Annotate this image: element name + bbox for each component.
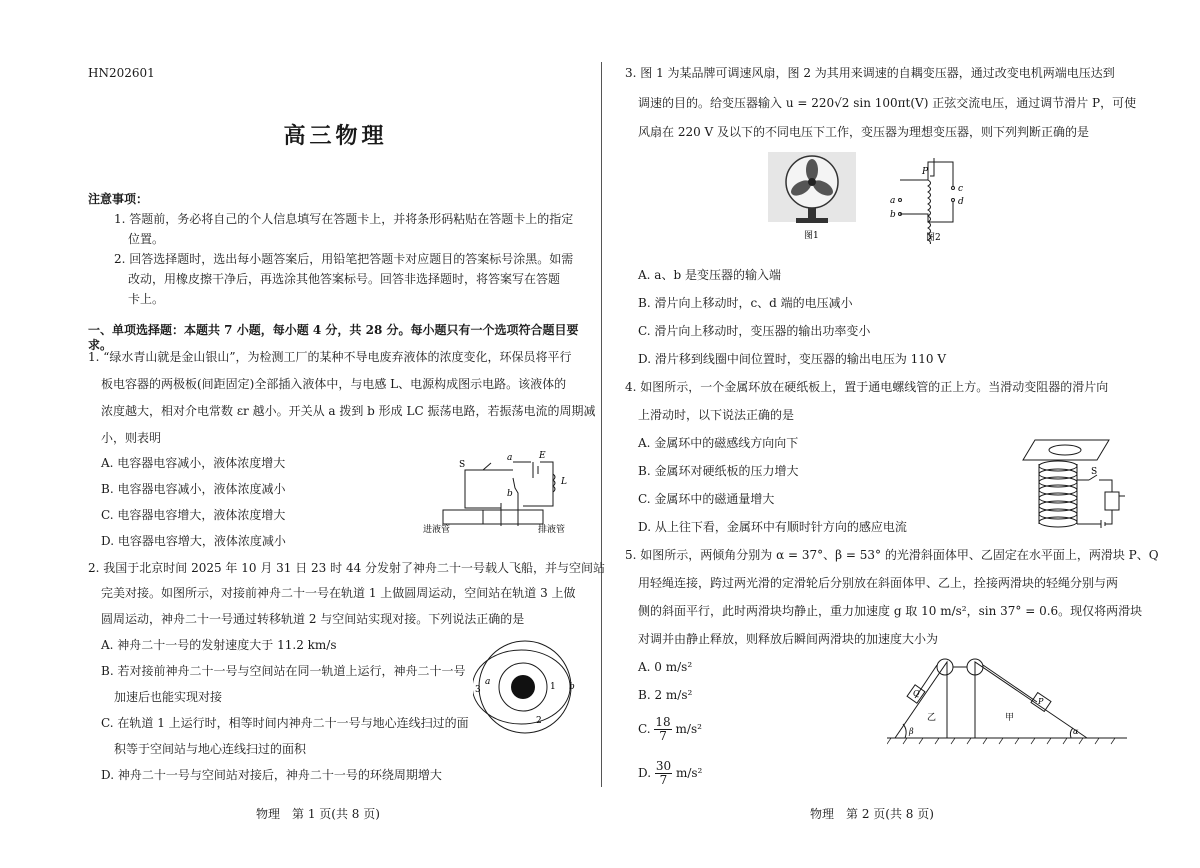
fig-label: 甲 xyxy=(1005,713,1015,723)
fig-label: E xyxy=(539,451,546,461)
notice-line: 2. 回答选择题时，选出每小题答案后，用铅笔把答题卡对应题目的答案标号涂黑。如需 xyxy=(114,252,574,266)
fig-label: L xyxy=(561,477,567,487)
q4-option-c[interactable]: C. 金属环中的磁通量增大 xyxy=(638,492,775,506)
page-1-footer: 物理 第 1 页(共 8 页) xyxy=(256,807,380,821)
q2-orbit-figure xyxy=(473,637,583,737)
fig-label: b xyxy=(890,210,896,220)
q5-option-c[interactable] xyxy=(638,716,702,743)
fig-label: 排液管 xyxy=(538,525,566,535)
q5-text: 对调并由静止释放，则释放后瞬间两滑块的加速度大小为 xyxy=(638,632,939,646)
q3-option-d[interactable]: D. 滑片移到线圈中间位置时，变压器的输出电压为 110 V xyxy=(638,352,947,366)
q3-text: 风扇在 220 V 及以下的不同电压下工作，变压器为理想变压器，则下列判断正确的是 xyxy=(638,125,1090,139)
fig-label: P xyxy=(922,167,929,177)
q3-option-b[interactable]: B. 滑片向上移动时，c、d 端的电压减小 xyxy=(638,296,853,310)
fig-label: 乙 xyxy=(927,713,937,723)
fig-label: b xyxy=(507,489,513,499)
fig-caption: 图1 xyxy=(804,231,819,240)
q4-text: 上滑动时，以下说法正确的是 xyxy=(638,408,795,422)
option-letter: D. xyxy=(638,766,652,781)
q2-option-c[interactable]: C. 在轨道 1 上运行时，相等时间内神舟二十一号与地心连线扫过的面 xyxy=(101,716,469,730)
q1-option-d[interactable]: D. 电容器电容增大，液体浓度减小 xyxy=(101,534,286,548)
q2-option-d[interactable]: D. 神舟二十一号与空间站对接后，神舟二十一号的环绕周期增大 xyxy=(101,768,442,782)
fig-label: a xyxy=(485,677,491,687)
q2-option-c-cont: 积等于空间站与地心连线扫过的面积 xyxy=(114,742,307,756)
q1-option-c[interactable]: C. 电容器电容增大，液体浓度增大 xyxy=(101,508,286,522)
fig-label: a xyxy=(507,453,513,463)
notice-title: 注意事项： xyxy=(88,192,149,206)
fig-label: P xyxy=(1038,697,1044,706)
q4-option-b[interactable]: B. 金属环对硬纸板的压力增大 xyxy=(638,464,799,478)
notice-line: 卡上。 xyxy=(128,292,165,306)
q3-option-a[interactable]: A. a、b 是变压器的输入端 xyxy=(638,268,781,282)
fraction: $\frac{18}{7}$ xyxy=(655,715,671,744)
fig-label: c xyxy=(958,184,964,194)
q4-option-d[interactable]: D. 从上往下看，金属环中有顺时针方向的感应电流 xyxy=(638,520,907,534)
unit: m/s² xyxy=(675,722,702,737)
q5-text: 用轻绳连接，跨过两光滑的定滑轮后分别放在斜面体甲、乙上，拴接两滑块的轻绳分别与两 xyxy=(638,576,1119,590)
q3-fan-figure xyxy=(768,152,856,240)
notice-line: 改动，用橡皮擦干净后，再选涂其他答案标号。回答非选择题时，将答案写在答题 xyxy=(128,272,561,286)
q4-option-a[interactable]: A. 金属环中的磁感线方向向下 xyxy=(638,436,799,450)
fraction: $\frac{30}{7}$ xyxy=(655,759,672,788)
q1-text: 1. “绿水青山就是金山银山”，为检测工厂的某种不导电废弃液体的浓度变化，环保员将平行 xyxy=(88,350,572,364)
q1-text: 浓度越大，相对介电常数 εr 越小。开关从 a 拨到 b 形成 LC 振荡电路，若振荡电流的周期减 xyxy=(101,404,596,418)
q3-text: 3. 图 1 为某品牌可调速风扇，图 2 为其用来调速的自耦变压器，通过改变电机两端电压达到 xyxy=(625,66,1115,80)
fig-label: S xyxy=(1091,467,1098,477)
q5-option-d[interactable] xyxy=(638,760,702,787)
q1-option-a[interactable]: A. 电容器电容减小，液体浓度增大 xyxy=(101,456,286,470)
fig-label: α xyxy=(1073,727,1079,736)
q4-text: 4. 如图所示，一个金属环放在硬纸板上，置于通电螺线管的正上方。当滑动变阻器的滑片向 xyxy=(625,380,1109,394)
q5-text: 侧的斜面平行，此时两滑块均静止，重力加速度 g 取 10 m/s²，sin 37° = 0.6。现仅将两滑块 xyxy=(638,604,1143,618)
q5-option-b[interactable]: B. 2 m/s² xyxy=(638,688,693,702)
notice-line: 位置。 xyxy=(128,232,165,246)
page-title: 高三物理 xyxy=(283,123,388,149)
fig-label: 进液管 xyxy=(423,525,451,535)
q3-transformer-figure xyxy=(888,152,973,244)
fig-caption: 图2 xyxy=(926,233,941,243)
fig-label: S xyxy=(459,460,466,470)
option-letter: C. xyxy=(638,722,651,737)
fig-label: β xyxy=(909,727,914,736)
page-divider xyxy=(601,62,602,787)
exam-code: HN202601 xyxy=(88,66,155,80)
fig-label: a xyxy=(890,196,896,206)
unit: m/s² xyxy=(675,766,703,781)
fig-label: 3 xyxy=(475,685,481,695)
page-2-footer: 物理 第 2 页(共 8 页) xyxy=(810,807,934,821)
q4-solenoid-figure xyxy=(1017,430,1127,540)
q1-option-b[interactable]: B. 电容器电容减小，液体浓度减小 xyxy=(101,482,286,496)
notice-line: 1. 答题前，务必将自己的个人信息填写在答题卡上，并将条形码粘贴在答题卡上的指定 xyxy=(114,212,574,226)
q5-incline-figure xyxy=(887,652,1127,747)
q2-option-b[interactable]: B. 若对接前神舟二十一号与空间站在同一轨道上运行，神舟二十一号 xyxy=(101,664,466,678)
q3-option-c[interactable]: C. 滑片向上移动时，变压器的输出功率变小 xyxy=(638,324,871,338)
q5-option-a[interactable]: A. 0 m/s² xyxy=(638,660,693,674)
q2-option-b-cont: 加速后也能实现对接 xyxy=(114,690,223,704)
fig-label: 2 xyxy=(536,716,542,726)
q2-text: 圆周运动，神舟二十一号通过转移轨道 2 与空间站实现对接。下列说法正确的是 xyxy=(101,612,525,626)
q1-circuit-figure xyxy=(423,448,583,536)
section-heading: 一、单项选择题：本题共 7 小题，每小题 4 分，共 28 分。每小题只有一个选项符合题目要求。 xyxy=(88,323,579,352)
fig-label: 1 xyxy=(550,682,556,692)
q1-text: 板电容器的两极板(间距固定)全部插入液体中，与电感 L、电源构成图示电路。该液体的 xyxy=(101,377,567,391)
fig-label: Q xyxy=(913,689,920,698)
q3-text: 调速的目的。给变压器输入 u = 220√2 sin 100πt(V) 正弦交流电压，通过调节滑片 P，可使 xyxy=(638,96,1137,110)
q5-text: 5. 如图所示，两倾角分别为 α = 37°、β = 53° 的光滑斜面体甲、乙固定在水平面上，两滑块 P、Q xyxy=(625,548,1159,562)
fig-label: b xyxy=(569,682,575,692)
fig-label: d xyxy=(958,197,964,207)
q1-text: 小，则表明 xyxy=(101,431,162,445)
q2-option-a[interactable]: A. 神舟二十一号的发射速度大于 11.2 km/s xyxy=(101,638,337,652)
q2-text: 完美对接。如图所示，对接前神舟二十一号在轨道 1 上做圆周运动，空间站在轨道 3 上做 xyxy=(101,586,576,600)
q2-text: 2. 我国于北京时间 2025 年 10 月 31 日 23 时 44 分发射了神舟二十一号载人飞船，并与空间站 xyxy=(88,561,606,575)
